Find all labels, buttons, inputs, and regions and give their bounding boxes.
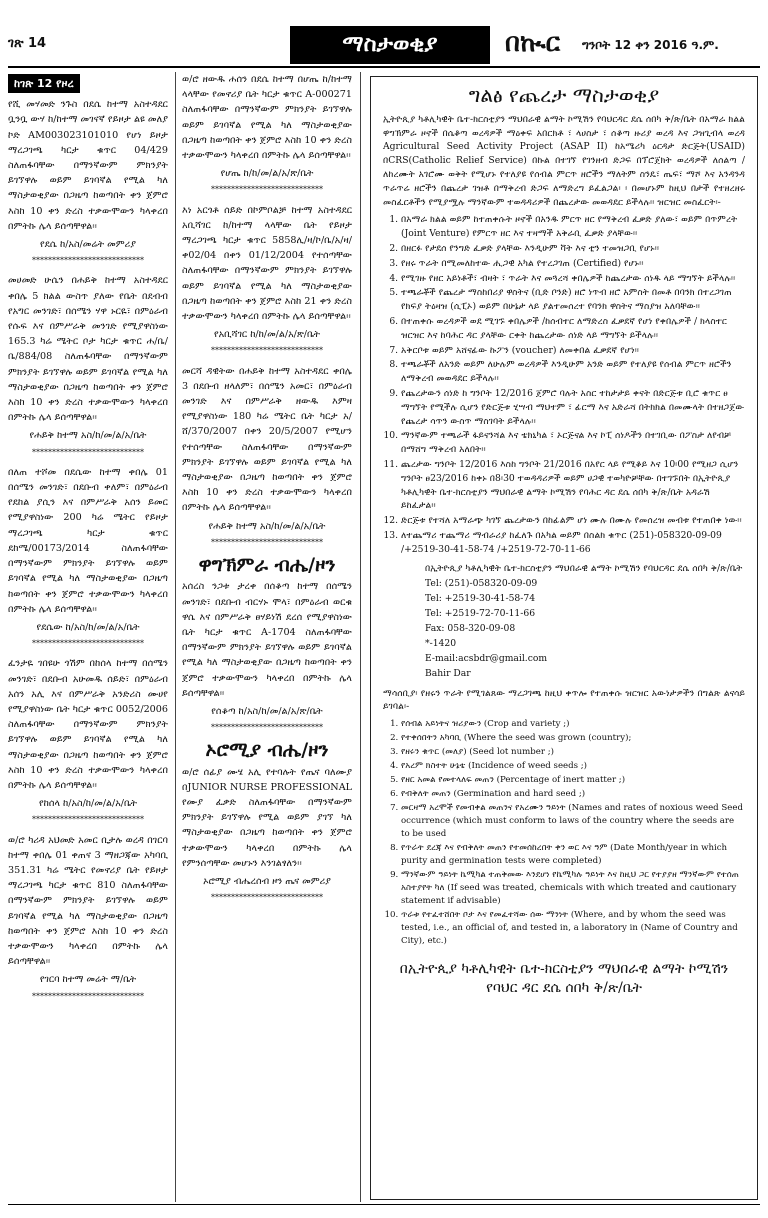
tender-title: ግልፅ የጨረታ ማስታወቂያ — [468, 83, 660, 107]
requirement-item: 9. የጨረታውን ሰነድ ከ ግንቦት 12/2016 ጀምሮ ባሉት አስር ተከታታይ ቀናት በድርጅቱ ቢሮ ቁጥር ፀ ማግኘት የሚችሉ ሲሆን የድርጅቱ ሂሣብ ማህተም ፣ ፊርማ እና አድራሻ በትክክል በመሙላት በተዘጋጀው የጨረታ ሳጥን ውስጥ ማስገባት ይችላሉ፡፡ — [401, 387, 745, 428]
notice-signature: የሐይቅ ከተማ አስ/ከ/መ/ል/አ/ቤት — [29, 430, 147, 442]
notice-4 — [8, 656, 168, 827]
notice-text: አሰረስ ንጋቱ ታረቀ በሰቆጣ ከተማ በሰሜን መንገድ፣ በደቡብ ብርሃኑ ሞላ፣ በምዕራብ ወርቁ ዋሴ እና በምሥራቅ ፀሃይነሽ ደረሰ የሚያዋስነው ቤት ካርታ ቁጥር A-1704 ስለጠፋባቸው በማንኛውም ምክንያት ይገኘዋሉ ወይም ይገባኛል የሚል ካለ ማስታወቂያው በጋዜጣ ከወጣበት ቀን ጀምሮ ተቃውሞውን ካላቀረበ በምትኩ ሌላ ይሰጣቸዋል፡፡ — [182, 581, 352, 699]
notice-text: ወ/ሮ ሰፊያ ሙሄ አሊ የተባሉት የጤና ባለሙያ በJUNIOR NURSE PROFESSIONAL የሙያ ፈቃድ ስለጠፋባቸው በማንኛውም ምክንያት ይገኘዋሉ የሚል ወይም ያገኘ ካለ ማስታወቂያው በጋዜጣ ከወጣበት ቀን ጀምሮ ተቃውሞውን ካላቀረበ በምትኩ ሌላ የምንሰጣቸው መሆኑን እንገልፃለን፡፡ — [182, 766, 352, 869]
seed-info-item: 7. መርዛማ አረሞች የመብቀል መጠንና የአረሙን ዓይነት (Names and rates of noxious weed Seed occurrence (which must conform to laws of the country where the seeds are to be used — [401, 802, 745, 841]
seed-info-item: 6. የብቅለት መጠን (Germination and hard seed ;) — [401, 788, 745, 801]
notice-text: ፈንታዬ ገበዩሁ ጎሽም በከሰላ ከተማ በሰሜን መንገድ፣ በደቡብ አሁመዱ ሰይድ፣ በምዕራብ አሰን አሊ እና በምሥራቅ አንድሪስ ሙሀየ የሚያዋስነው ቤት ካርታ ቁጥር 0052/2006 ስለጠፋባቸው በማንኛውም ምክንያት ይገኘዋሉ ወይም ይገባኛል የሚል ካለ ማስታወቂያው በጋዜጣ ከወጣበት ቀን ጀምሮ እስከ 10 ቀን ድረስ ተቃውሞውን ካላቀረበ በምትኩ ሌላ ይሰጣቸዋል፡፡ — [8, 658, 168, 791]
tender-notice-box — [370, 76, 758, 1200]
seed-info-item: 8. የጥራት ደረጃ እና የብቅለት መጠን የተመሰከረበት ቀን ወር እና ዓም (Date Month/year in which purity and germination tests were completed) — [401, 842, 745, 868]
notice-signature: የሰቆጣ ከ/አስ/ከ/መ/ል/አ/ጽ/ቤት — [211, 705, 323, 717]
seed-info-item: 10. ጥራቱ የተፈተሸበት ቦታ እና የመፈተሻው ሰው ማንነት (Where, and by whom the seed was tested, i.e., an official of, and tested in, a laboratory in (Name of Country and City), etc.) — [401, 909, 745, 948]
column-2 — [182, 72, 352, 1202]
contact-city: Bahir Dar — [425, 667, 471, 679]
newspaper-name: በኲር — [505, 28, 560, 58]
requirement-item: 2. በዘርፉ የታደሰ የንግድ ፈቃድ ያላቸው እንዲሁም ቫት እና ቲን ተመዝጋቢ የሆኑ፡፡ — [401, 242, 745, 256]
separator: **************************** — [211, 185, 323, 195]
contact-tel-1: Tel: (251)-058320-09-09 — [425, 577, 538, 589]
requirement-item: 10. ማንኛውም ተጫራች ፋይናንሻል እና ቴክኒካል ፣ ኦርጅናል እና ኮፒ ሰነዶችን በተገቢው በፖስታ ለየብቻ በማሸግ ማቅረብ አለበት፡፡ — [401, 429, 745, 457]
seed-info-item: 1. የሰብል አይነትና ዝሪያውን (Crop and variety ;) — [401, 718, 745, 731]
notice-8 — [182, 364, 352, 550]
notice-text: እነ አርጎቶ ሰይድ በኮምቦልቻ ከተማ አስተዳደር አቢሻገር ከ/ከተማ ላላቸው ቤት የይዞታ ማረጋገጫ ካርታ ቁጥር 5858ሊ/ዛ/ኮ/ቤ/አ/ዛ/ቀ02/04 በቀን 01/12/2004 የተሰጣቸው ስለጠፋባቸው በማንኛውም ምክንያት ይገኘዋሉ ወይም ይገባኛል የሚል ካለ ማስታወቂያው በጋዜጣ ከወጣበት ቀን ጀምሮ እስከ 21 ቀን ድረስ ተቃውሞውን ካላቀረበ በምትኩ ሌላ ይሰጣቸዋል፡፡ — [182, 204, 352, 323]
requirement-item: 6. በተጠቀሱ ወረዳዎች ወደ ሚገኙ ቀበሌዎች /ከሰብተር ለማድረስ ፈቃደኛ የሆነ የቀበሌዎች / ክላስተር ዝርዝር እና ከባሕር ዳር ያላቸው ርቀት ከጨረታው ሰነድ ላይ ማግኘት ይችላሉ፡፡ — [401, 315, 745, 343]
contact-block — [425, 561, 745, 681]
notice-signature: የአቢሻገር ከ/ከ/መ/ል/አ/ጽ/ቤት — [213, 329, 320, 341]
separator: **************************** — [211, 893, 323, 903]
region-heading-oromia: ኦሮሚያ ብሔ/ዞን — [205, 739, 329, 762]
notice-1 — [8, 97, 168, 268]
notice-signature: የገርባ ከተማ መሬት ማ/ቤት — [39, 974, 137, 986]
contact-org: በኢትዮጲያ ካቶሊካዊት ቤተ-ክርስቲያን ማህበራዊ ልማት ኮሚሽን የባህርዳር ደሴ ሰበካ ቅ/ጽ/ቤት — [425, 562, 743, 574]
column-divider — [175, 72, 176, 1202]
tender-intro: ኢትዮጲያ ካቶሊካዊት ቤተ-ክርስቲያን ማህበራዊ ልማት ኮሚሽን የባህርዳር ደሴ ሰበካ ቅ/ጽ/ቤት በአማራ ክልል ዋግኽምራ ዞኖች በሴቆጣ ወረዳዎች ማዕቀፍ አበርክቶ ፣ ላሀስታ ፣ ሰቆጣ ዙሪያ ወረዳ እና ጋዝጊብላ ወረዳ Agricultural Seed Activity Project (ASAP II) ከአሜሪካ ዕርዳታ ድርጅት(USAID) በCRS(Catholic Relief Service) በኩል በተገኘ የገንዘብ ድጋፍ በፕሮጀክት ወረዳዎች ለሰልጣ /ለከረሙት አገሮሙ ወቅት የሚሆኑ የተለያዩ የሰብል ምርጥ ዘሮችን ማለትም ስንዴ፣ ጤፍ፣ ማሾ እና አንዳንዳ ጥራጥሬ ዘሮችን በጨረታ ገዝቶ በማቅረብ ድጋፍ ለማድረግ ይፈልጋል፡ ፡ በመሆኑም ከዚህ በታች የተዘረዘሩ መስፈርቶችን የሚያሟሉ ማንኛውም ተወዳዳሪዎች በጨረታው መወዳደር ይችላሉ፡፡ ዝርዝር መስፈርት፡- — [383, 113, 745, 208]
seed-info-item: 9. ማንኛውም ዓይነት ኬሚካል ተጠቅመው እንደሆነ የኬሚካሉ ዓይነት እና ከዚህ ጋር የተያያዘ ማንኛውም የተሰጠ አስተያየት ካለ (If seed was treated, chemicals with which treated and cautionary statement if advisable) — [401, 869, 745, 908]
notice-9 — [182, 579, 352, 735]
notice-5 — [8, 833, 168, 1004]
seed-info-item: 2. የተቀሰበትን አካባቢ (Where the seed was grown (country); — [401, 732, 745, 745]
separator: **************************** — [32, 256, 144, 266]
contact-pobox: *-1420 — [425, 637, 457, 649]
separator: **************************** — [211, 346, 323, 356]
notice-signature: የሆጤ ከ/ከ/መ/ል/አ/ጽ/ቤት — [220, 168, 314, 180]
issue-date: ግንቦት 12 ቀን 2016 ዓ.ም. — [582, 38, 719, 52]
footer-rule — [8, 1204, 760, 1205]
notice-3 — [8, 465, 168, 651]
seed-info-item: 3. የዘሩን ቁጥር (መለያ) (Seed lot number ;) — [401, 746, 745, 759]
seed-info-item: 5. የዘር አመል የመተላለፍ መጠን (Percentage of inert matter ;) — [401, 774, 745, 787]
notice-signature: የሐይቅ ከተማ አስ/ከ/መ/ል/አ/ቤት — [208, 520, 326, 532]
separator: **************************** — [32, 815, 144, 825]
header-rule — [8, 66, 760, 68]
contact-tel-2: Tel: +2519-30-41-58-74 — [425, 592, 536, 604]
contact-email: E-mail:acsbdr@gmail.com — [425, 652, 548, 664]
requirement-item: 3. የዘሩ ጥራት በሚመለከተው ሒጋዊ አካል የተረጋገጠ (Certified) የሆኑ፡፡ — [401, 257, 745, 271]
notice-text: በለጠ ተሾመ በደሴው ከተማ ቀበሌ 01 በሰሜን መንገድ፣ በደቡብ ቀለም፣ በምዕራብ የደከል ያሲን እና በምሥራቅ አሰን ይመር የሚያዋስነው 200 ካሬ ሜትር የይዞታ ማረጋገጫ ካርታ ቁጥር ደከሜ/00173/2014 ስለጠፋባቸው በማንኛውም ምክንያት ይገኘዋሉ ወይም ይገባኛል የሚል ካለ ማስታወቂያው በጋዜጣ ከወጣበት ቀን ጀምሮ ተቃውሞውን ካላቀረበ በምትኩ ሌላ ይሰጣቸዋል፡፡ — [8, 466, 168, 615]
requirement-item: 8. ተጫራቾች ለአንድ ወይም ለሁሉም ወረዳዎች እንዲሁም አንድ ወይም የተለያዩ የሰብል ምርጥ ዘሮችን ለማቅረብ መወዳደር ይችላሉ፡፡ — [401, 358, 745, 386]
page-number: ገጽ 14 — [8, 36, 47, 51]
notice-2 — [8, 273, 168, 459]
notice-signature: ኦሮሚያ ብሔረሰብ ዞን ጤና መምሪያ — [203, 875, 331, 887]
separator: **************************** — [32, 447, 144, 457]
notice-text: የሺ መሃመድ ንጉስ በደሴ ከተማ አስተዳደር ቧንቧ ውሃ ከ/ከተማ መገናኛ የይዞታ ልዩ መለያ ኮድ AM003023101010 የሆነ ይዞታ ማረጋገጫ ካርታ ቁጥር 04/429 ስለጠፋባቸው በማንኛውም ምክንያት ይገኘዋሉ ወይም ይገባኛል የሚል ካለ ማስታወቂያው በጋዜጣ ከወጣበት ቀን ጀምሮ እስከ 10 ቀን ድረስ ተቃውሞውን ካላቀረበ በምትኩ ሌላ ይሰጣቸዋል፡፡ — [8, 99, 168, 232]
seed-info-item: 4. የአረም ክስተት ሁኔቴ (Incidence of weed seeds ;) — [401, 760, 745, 773]
contact-fax: Fax: 058-320-09-08 — [425, 622, 516, 634]
region-heading-wag-hemra: ዋግኽምራ ብሔ/ዞን — [198, 554, 336, 577]
separator: **************************** — [211, 723, 323, 733]
requirement-item: 5. ተጫራቾች የጨረታ ማስከበሪያ ዋስትና (ቢድ ቦንድ) ዘሮ ነጥብ ዘሮ አምስት በመቶ በባንክ በተረጋገጠ የክፍያ ትዕዛዝ (ሲፒኦ) ወይም በሁኔታ ላይ ያልተመሰረተ የባንክ ዋስትና ማስያዝ አለባቸው፡፡ — [401, 286, 745, 314]
section-banner: ማስታወቂያ — [290, 26, 490, 64]
separator: **************************** — [211, 537, 323, 547]
notice-text: ወ/ሮ ዘውዱ ሐሰን በደሴ ከተማ በሆጤ ከ/ከተማ ላላቸው የመኖሪያ ቤት ካርታ ቁጥር A-000271 ስለጠፋባቸው በማንኛውም ምክንያት ይገኘዋሉ ወይም ይገባኛል የሚል ካለ ማስታወቂያው በጋዜጣ ከወጣበት ቀን ጀምሮ እስከ 10 ቀን ድረስ ተቃውሞውን ካላቀረበ በምትኩ ሌላ ይሰጣቸዋል፡፡ — [182, 74, 352, 162]
requirement-item: 4. የሚገዙ የዘር አይነቶች፣ ብዛት ፣ ጥራት እና መጓረሻ ቀበሌዎች ከጨረታው ሰነዱ ላይ ማግኘት ይችላሉ፡፡ — [401, 272, 745, 286]
separator: **************************** — [32, 991, 144, 1001]
notice-text: መርሻ ዳዊትው በሐይቅ ከተማ አስተዳደር ቀበሌ 3 በደቡብ ዘላለም፣ በሰሜን አመር፣ በምዕራብ መንገድ እና በምሥራቅ ዘውዱ እምዛ የሚያዋስነው 180 ካሬ ሜትር ቤት ካርታ አ/ሸ/370/2007 በቀን 20/5/2007 የሚሆን የተሰጣቸው ስለጠፋባቸው በማንኛውም ምክንያት ይገኘዋሉ ወይም ይገባኛል የሚል ካለ ማስታወቂያው በጋዜጣ ከወጣበት ቀን ጀምሮ እስከ 10 ቀን ድረስ ተቃውሞውን ካላቀረበ በምትኩ ሌላ ይሰጣቸዋል፡፡ — [182, 365, 352, 514]
requirements-list — [383, 213, 745, 556]
continued-label: ከገጽ 12 የዞረ — [8, 74, 80, 93]
notice-text: መሀመድ ሁሴን በሐይቅ ከተማ አስተዳደር ቀበሌ 5 ክልል ውስጥ ያለው የቤት በደብብ የአግር መንገድ፣ በሰሜን ሃዋ ኑርዬ፣ በምዕራብ የሱፍ እና በምሥራቅ መንገድ የሚያዋስነው 165.3 ካሬ ሜትር ቦታ ካርታ ቁጥር ሐ/ቤ/ቤ/884/08 ስለጠፋባቸው በማንኛውም ምክንያት ይገኘዋሉ ወይም ይገባኛል የሚል ካለ ማስታወቂያው በጋዜጣ ከወጣበት ቀን ጀምሮ እስከ 10 ቀን ድረስ ተቃውሞውን ካላቀረበ በምትኩ ሌላ ይሰጣቸዋል፡፡ — [8, 275, 168, 424]
notice-signature: የደሴ ከ/አስ/መሬት መምሪያ — [40, 239, 136, 251]
tender-closing-signature: በኢትዮጲያ ካቶሊካዊት ቤተ-ክርስቲያን ማህበራዊ ልማት ኮሚሽን የባህር ዳር ደሴ ሰበካ ቅ/ጽ/ቤት — [399, 961, 729, 997]
notice-10 — [182, 765, 352, 906]
tender-note: ማሳሰቢያ፡ የዘሩን ጥራት የሚገልጸው ማረጋገጫ ከዚህ ቀጥሎ የተጠቀሱ ዝርዝር አውነታዎችን በግልጽ ልናሳይ ይገባል፡- — [383, 687, 745, 713]
requirement-item: 1. በአማራ ክልል ወይም ከተጠቀሱት ዞኖች በአንዱ ምርጥ ዘር የማቅረብ ፈቃድ ያለው፣ ወይም በጥምረት (Joint Venture) የምርጥ ዘር እና ተዛማች አቅራቢ ፈቃድ ያላቸው፡፡ — [401, 213, 745, 241]
column-divider — [360, 72, 361, 1202]
seed-info-list — [383, 718, 745, 948]
requirement-item: 7. አቅርቦቱ ወይም አሸናፊው ኩፖን (voucher) ለመቀበል ፈቃደኛ የሆነ፡፡ — [401, 344, 745, 358]
notice-7 — [182, 203, 352, 359]
notice-6 — [182, 72, 352, 198]
notice-signature: የከሰላ ከ/አስ/ከ/መ/ል/አ/ቤት — [39, 798, 137, 810]
contact-tel-3: Tel: +2519-72-70-11-66 — [425, 607, 536, 619]
separator: **************************** — [32, 639, 144, 649]
requirement-item: 12. ድርጅቱ የተሻለ አማራጭ ካገኘ ጨረታውን በከፊልም ሆነ ሙሉ በሙሉ የመሰረዝ መብቱ የተጠበቀ ነው፡፡ — [401, 514, 745, 528]
notice-text: ወ/ሮ ካሪዳ አህመድ አመር ቢታሉ ወረዳ በገርባ ከተማ ቀበሌ 01 ቀጠና 3 ማዘጋጃው አካባቢ 351.31 ካሬ ሜትር የመኖሪያ ቤት የይዞታ ማረጋገጫ ካርታ ቁጥር 810 ስለጠፋባቸው በማንኛውም ምክንያት ይገኘዋሉ ወይም ይገባኛል የሚል ካለ ማስታወቂያው በጋዜጣ ከወጣበት ቀን ጀምሮ እስከ 10 ቀን ድረስ ተቃውሞውን ካላቀረበ በምትኩ ሌላ ይሰጣቸዋል፡፡ — [8, 834, 168, 968]
requirement-item: 13. ለተጨማሪ ተጨማሪ ማብራሪያ ከፈለጉ በአካል ወይም በስልክ ቁጥር (251)-058320-09-09 /+2519-30-41-58-74 /+2519-72-70-11-66 — [401, 529, 745, 557]
notice-signature: የደሴው ከ/አስ/ከ/መ/ል/አ/ቤት — [36, 621, 140, 633]
column-1 — [8, 72, 168, 1202]
requirement-item: 11. ጨረታው ግንቦት 12/2016 እስከ ግንቦት 21/2016 በአየር ላይ የሚቆይ እና 10፡00 የሚዘጋ ሲሆን ግንቦት ፀ23/2016 ከቀኑ በ8፡30 ተወዳዳሪዎች ወይም ሀጋዊ ተወካዮቻቸው በተገኙበት በኢትዮጲያ ካቶሊካዊት ቤተ-ክርስቲያን ማህበራዊ ልማት ኮሚሽን የባሕር ዳር ደሴ ሰበካ ቅ/ጽ/ቤት አዳራሽ ይከፈታል፡፡ — [401, 458, 745, 513]
page-header — [0, 0, 768, 66]
